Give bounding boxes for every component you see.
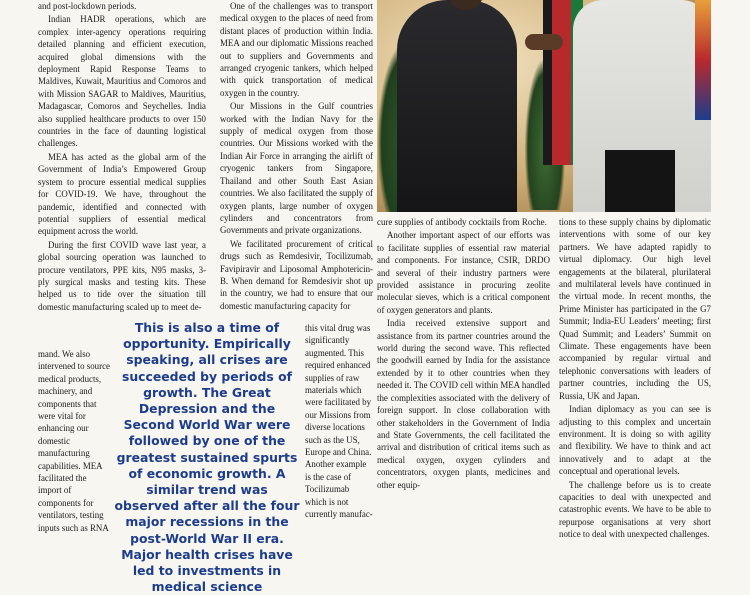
paragraph: India received extensive support and assistance from its partner countries around the world during the second wave. This reflected the goodwill earned by India for the assistance extended by it to other countries when they needed it. The COVID cell within MEA handled the complexities associated with the delivery of foreign support. In close collaboration with other stakeholders in the Government of India and State Governments, the cell facilitated the arrival and distribution of critical items such as medical oxygen, oxygen cylinders and concentrators, oxygen plants, medicines and other equip- bbox=[377, 318, 550, 490]
paragraph: cure supplies of antibody cocktails from Roche. bbox=[377, 217, 547, 227]
article-photo bbox=[377, 0, 711, 212]
paragraph: Another important aspect of our efforts was to facilitate supplies of essential raw material and components. For instance, CSIR, DRDO and several of their industry partners were provided assistance in procuring zeolite molecular sieves, which is a critical component of oxygen generators and plants. bbox=[377, 230, 550, 315]
paragraph: this vital drug was significantly augmented. This required enhanced supplies of raw materials which were facilitated by our Missions from diverse locations such as the US, Europe and China. Another example is the case of Tocilizumab which is not currently manufac- bbox=[305, 323, 373, 520]
article-column-3 bbox=[377, 216, 550, 492]
article-column-1 bbox=[38, 0, 206, 314]
paragraph: Indian diplomacy as you can see is adjusting to this complex and uncertain environment. It is doing so with agility and flexibility. We have to think and act innovatively and to adapt at the conceptual and operational levels. bbox=[559, 404, 711, 477]
paragraph: The challenge before us is to create capacities to deal with unexpected and catastrophic events. We have to be able to repurpose organisations at very short notice to deal with unexpected challenges. bbox=[559, 479, 711, 540]
article-column-4 bbox=[559, 216, 711, 542]
paragraph: Indian HADR operations, which are complex inter-agency operations requiring detailed planning and efficient execution, acquired global dimensions with the deployment Rapid Response Teams to Maldives, Kuwait, Mauritius and Comoros and with Mission SAGAR to Maldives, Mauritius, Madagascar, Comoros and Seychelles. India also supplied healthcare products to over 150 countries in the face of daunting logistical challenges. bbox=[38, 14, 206, 149]
paragraph: Our Missions in the Gulf countries worked with the Indian Navy for the supply of medical oxygen from those countries. Our Missions worked with the Indian Air Force in arranging the airlift of cryogenic tankers from Singapore, Thailand and other South East Asian countries. We also facilitated the supply of oxygen plants, large number of oxygen cylinders and concentrators from Governments and private organizations. bbox=[220, 101, 373, 236]
article-column-2 bbox=[220, 0, 373, 313]
pull-quote: This is also a time of opportunity. Empirically speaking, all crises are succeeded by periods of growth. The Great Depression and the Second World War were followed by one of the greatest sustained spurts of economic growth. A similar trend was observed after all the four major recessions in the post-World War II era. Major health crises have led to investments in medical science bbox=[114, 320, 300, 595]
article-column-2-narrow bbox=[305, 322, 373, 521]
paragraph: During the first COVID wave last year, a global sourcing operation was launched to procure ventilators, PPE kits, N95 masks, 3-ply surgical masks and testing kits. These helped us to tide over the situation till domestic manufacturing scaled up to meet de- bbox=[38, 239, 206, 312]
paragraph: MEA has acted as the global arm of the Government of India’s Empowered Group system to procure essential medical supplies for COVID-19. We have, throughout the pandemic, identified and connected with potential suppliers of essential medical equipment across the world. bbox=[38, 151, 206, 237]
paragraph: tions to these supply chains by diplomatic interventions with some of our key partners. We have adapted rapidly to virtual diplomacy. Our high level engagements at the bilateral, plurilateral and multilateral levels have continued in the virtual mode. In recent months, the Prime Minister has participated in the G7 Summit; India-EU Leaders’ meeting; first Quad Summit; and Leaders’ Summit on Climate. These engagements have been accompanied by regular virtual and telephonic conversations with leaders of partner countries, including the US, Russia, UK and Japan. bbox=[559, 217, 711, 401]
paragraph: mand. We also intervened to source medical products, machinery, and components that were vital for enhancing our domestic manufacturing capabilities. MEA facilitated the import of components for ventilators, testing inputs such as RNA bbox=[38, 349, 110, 533]
article-column-1-narrow bbox=[38, 348, 110, 534]
paragraph: One of the challenges was to transport medical oxygen to the places of need from distant places of production within India. MEA and our diplomatic Missions reached out to suppliers and Governments and arranged cryogenic tankers, which helped with quick transportation of medical oxygen in the country. bbox=[220, 1, 373, 98]
paragraph: and post-lockdown periods. bbox=[38, 1, 137, 11]
paragraph: We facilitated procurement of critical drugs such as Remdesivir, Tocilizumab, Favipiravir and Liposomal Amphotericin-B. When demand for Remdesivir shot up in the country, we had to ensure that our domestic manufacturing capacity for bbox=[220, 238, 373, 311]
